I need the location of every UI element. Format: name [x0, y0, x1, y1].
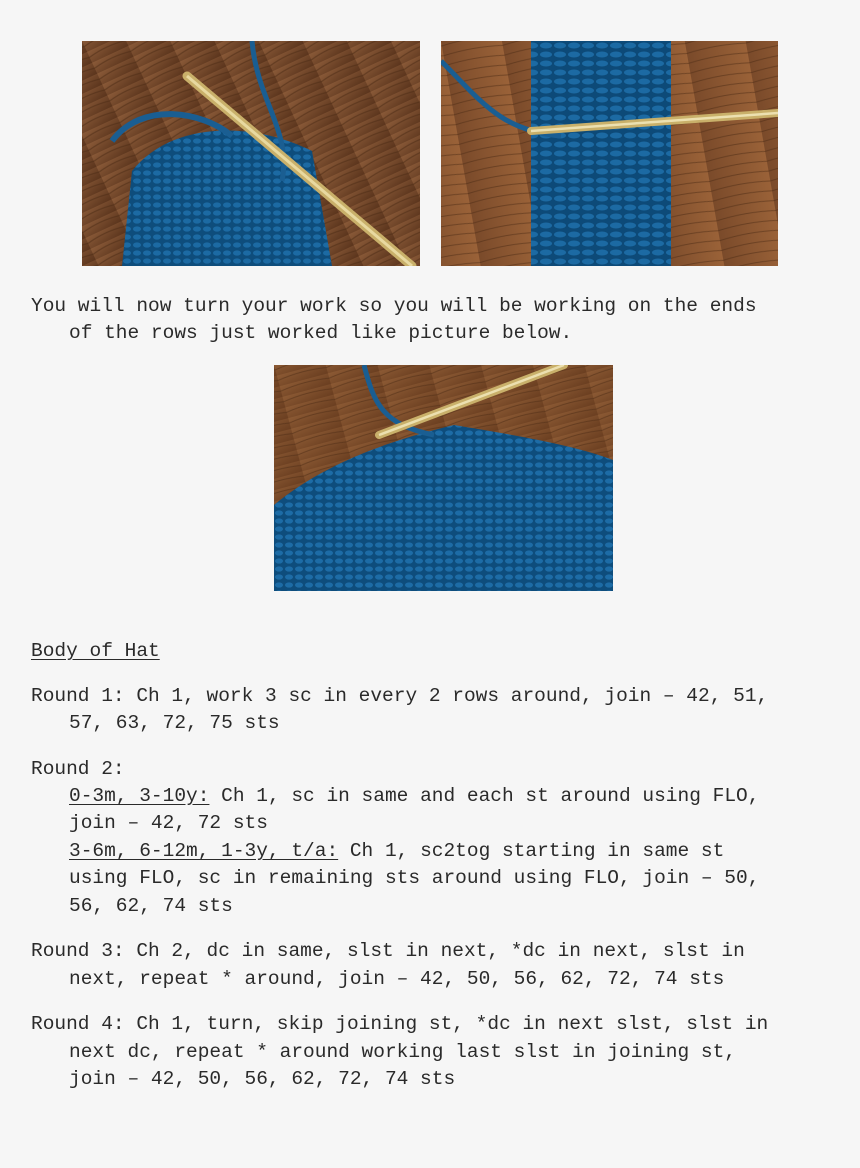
round2-b-text: Ch 1, sc2tog starting in same st: [338, 840, 725, 862]
round2-b-line-2: using FLO, sc in remaining sts around using FLO, join – 50,: [69, 867, 760, 889]
round3-line-2: next, repeat * around, join – 42, 50, 56, 62, 72, 74 sts: [69, 968, 725, 990]
crochet-photo-2: [441, 41, 778, 266]
round2-heading: Round 2:: [31, 758, 125, 780]
round2-b-line-1: [31, 838, 860, 866]
round2-a-size-label: 0-3m, 3-10y:: [69, 785, 210, 807]
round1-line-1: Round 1: Ch 1, work 3 sc in every 2 rows around, join – 42, 51,: [31, 685, 769, 707]
round2-a-line-2: join – 42, 72 sts: [69, 812, 268, 834]
round4-line-1: Round 4: Ch 1, turn, skip joining st, *dc in next slst, slst in: [31, 1013, 769, 1035]
round2-b-size-label: 3-6m, 6-12m, 1-3y, t/a:: [69, 840, 339, 862]
round1-line-2: 57, 63, 72, 75 sts: [69, 712, 280, 734]
round4-line-2: next dc, repeat * around working last slst in joining st,: [69, 1041, 737, 1063]
round2-a-text: Ch 1, sc in same and each st around using FLO,: [209, 785, 760, 807]
round2-a-line-1: [31, 783, 860, 811]
section-title: Body of Hat: [31, 640, 160, 662]
intro-line-2: of the rows just worked like picture below.: [69, 322, 573, 344]
intro-line-1: You will now turn your work so you will be working on the ends: [31, 295, 757, 317]
round2-b-line-3: 56, 62, 74 sts: [69, 895, 233, 917]
crochet-photo-3: [274, 365, 613, 591]
round3-line-1: Round 3: Ch 2, dc in same, slst in next, *dc in next, slst in: [31, 940, 745, 962]
crochet-photo-1: [82, 41, 420, 266]
round4-line-3: join – 42, 50, 56, 62, 72, 74 sts: [69, 1068, 456, 1090]
